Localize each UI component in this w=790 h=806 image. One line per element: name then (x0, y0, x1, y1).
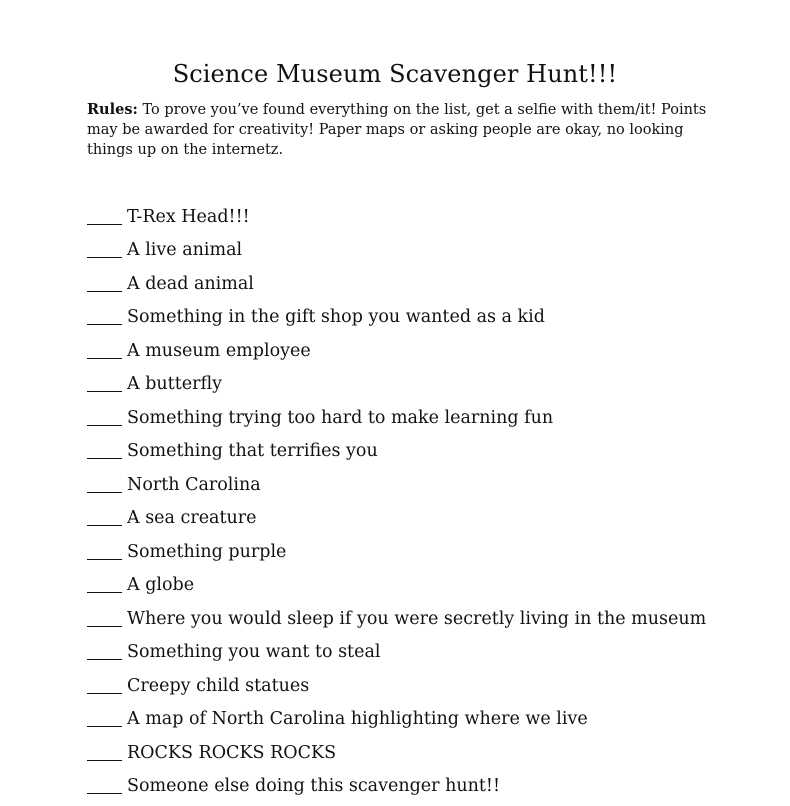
checkbox-blank (87, 207, 122, 225)
list-item-label: A live animal (127, 240, 243, 261)
list-item (87, 267, 767, 301)
list-item-label: A museum employee (127, 340, 311, 361)
checkbox-blank (87, 307, 122, 325)
list-item (87, 636, 767, 670)
list-item-label: T-Rex Head!!! (127, 206, 250, 227)
rules-text: To prove you’ve found everything on the list, get a selfie with them/it! Points may be awarded for creativity! Paper maps or asking people are okay, no looking things up on the internetz. (87, 102, 707, 158)
checkbox-blank (87, 441, 122, 459)
list-item (87, 368, 767, 402)
checkbox-blank (87, 475, 122, 493)
list-item-label: Something in the gift shop you wanted as a kid (127, 307, 545, 328)
list-item-label: Something you want to steal (127, 642, 381, 663)
rules-paragraph (87, 100, 717, 160)
list-item-label: Creepy child statues (127, 675, 310, 696)
checkbox-blank (87, 743, 122, 761)
scavenger-list (87, 200, 767, 803)
checkbox-blank (87, 709, 122, 727)
list-item (87, 502, 767, 536)
list-item-label: A globe (127, 575, 195, 596)
list-item (87, 535, 767, 569)
list-item-label: ROCKS ROCKS ROCKS (127, 742, 337, 763)
checkbox-blank (87, 676, 122, 694)
list-item-label: Something that terrifies you (127, 441, 378, 462)
list-item (87, 569, 767, 603)
page-title: Science Museum Scavenger Hunt!!! (172, 60, 618, 88)
list-item (87, 468, 767, 502)
checkbox-blank (87, 575, 122, 593)
checkbox-blank (87, 642, 122, 660)
list-item (87, 200, 767, 234)
checkbox-blank (87, 609, 122, 627)
list-item (87, 401, 767, 435)
checkbox-blank (87, 408, 122, 426)
list-item (87, 736, 767, 770)
list-item-label: A sea creature (127, 508, 257, 529)
list-item-label: Where you would sleep if you were secretly living in the museum (127, 608, 707, 629)
list-item-label: A dead animal (127, 273, 254, 294)
list-item (87, 435, 767, 469)
list-item (87, 703, 767, 737)
list-item-label: Something purple (127, 541, 287, 562)
list-item-label: Someone else doing this scavenger hunt!! (127, 776, 500, 797)
checkbox-blank (87, 776, 122, 794)
list-item-label: A map of North Carolina highlighting where we live (127, 709, 588, 730)
checkbox-blank (87, 274, 122, 292)
list-item (87, 301, 767, 335)
checkbox-blank (87, 374, 122, 392)
list-item-label: A butterfly (127, 374, 223, 395)
checkbox-blank (87, 542, 122, 560)
list-item (87, 669, 767, 703)
list-item (87, 770, 767, 804)
list-item (87, 602, 767, 636)
checkbox-blank (87, 240, 122, 258)
checkbox-blank (87, 508, 122, 526)
list-item (87, 334, 767, 368)
checkbox-blank (87, 341, 122, 359)
list-item (87, 234, 767, 268)
rules-label: Rules: (87, 101, 138, 118)
list-item-label: Something trying too hard to make learning fun (127, 407, 554, 428)
list-item-label: North Carolina (127, 474, 261, 495)
